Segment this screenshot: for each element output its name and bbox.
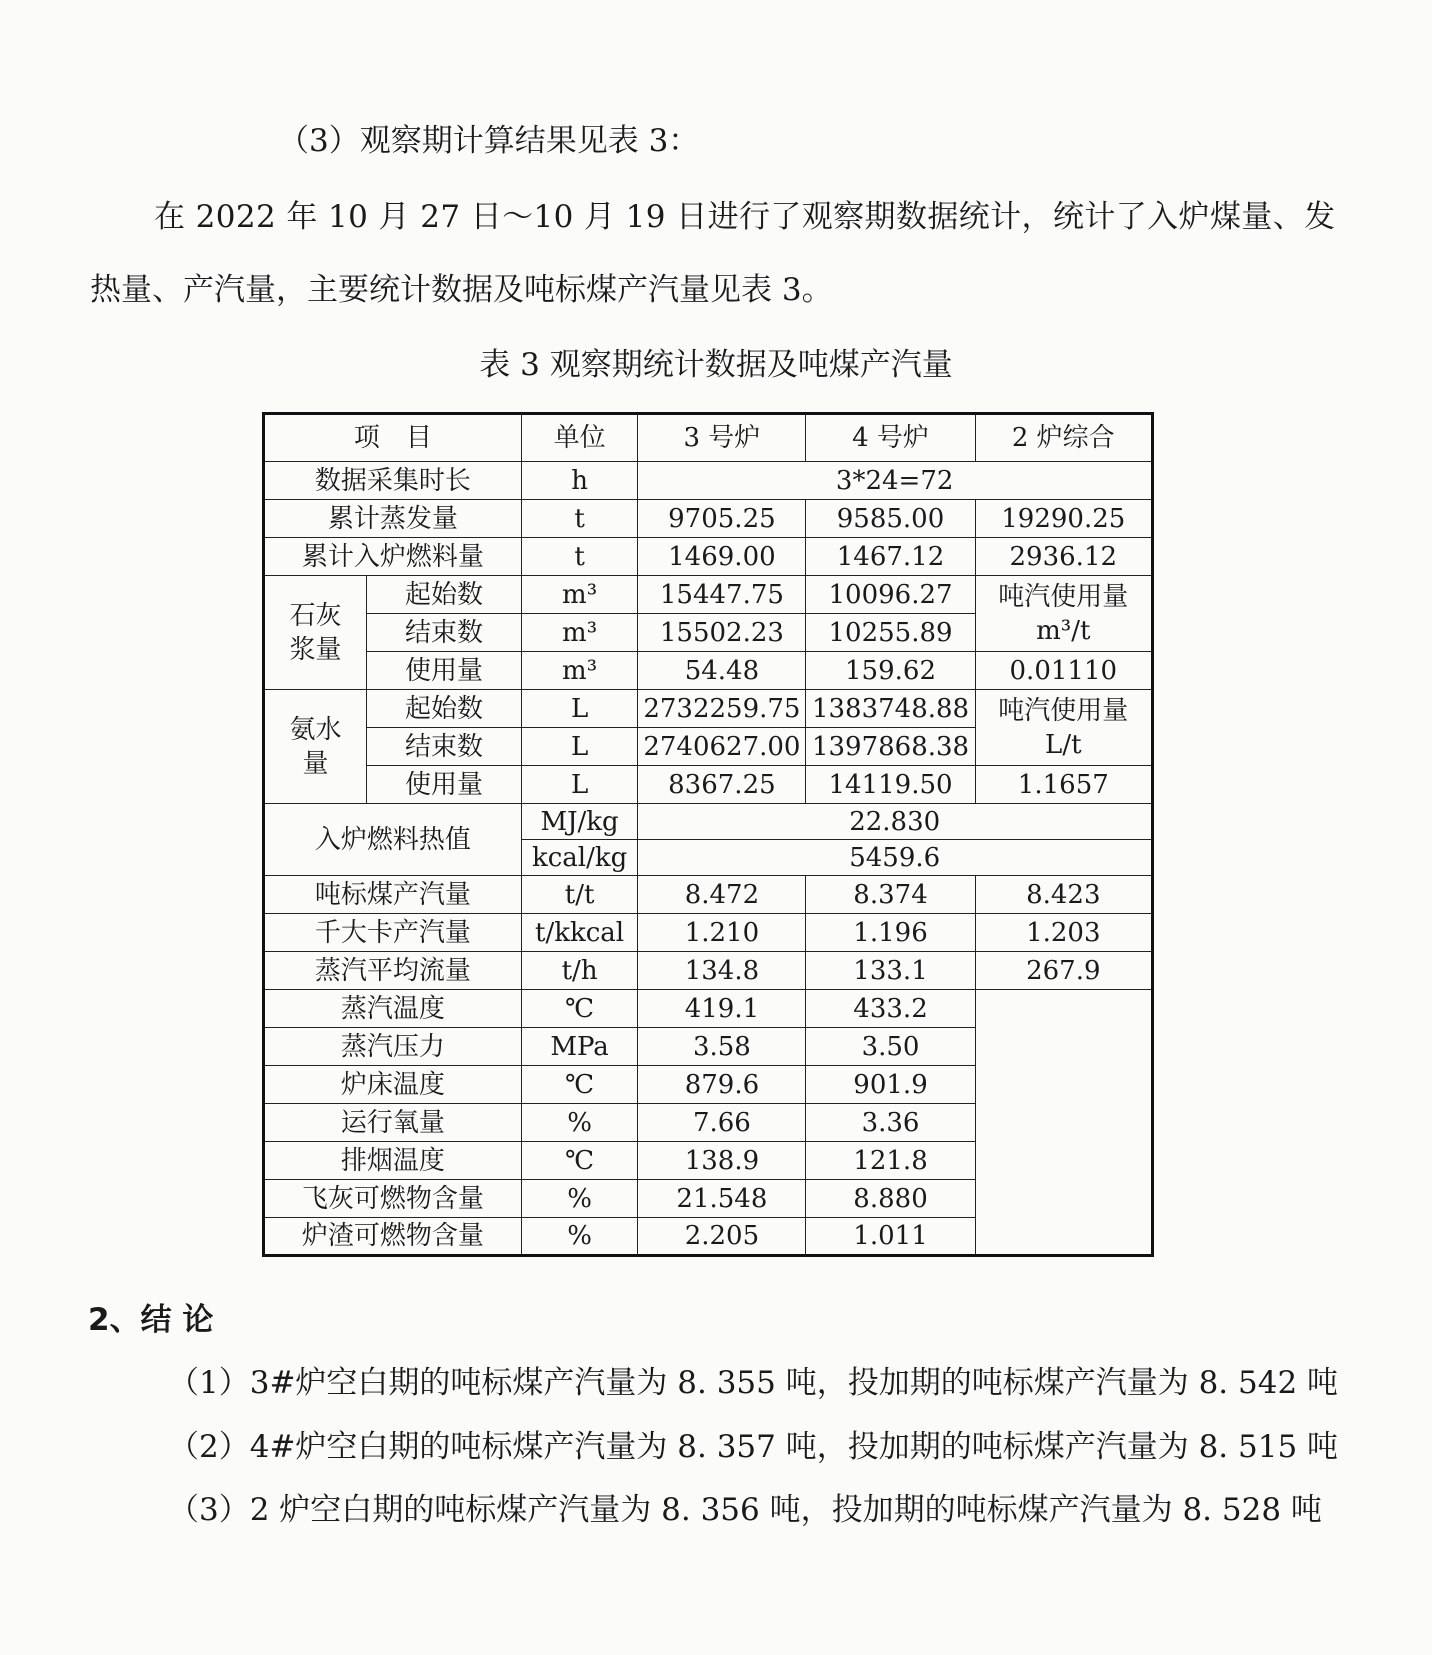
row-label: 炉渣可燃物含量 <box>264 1218 522 1256</box>
table-row <box>264 500 1153 538</box>
table-row <box>264 952 1153 990</box>
row-unit: h <box>521 462 638 500</box>
table-caption: 表 3 观察期统计数据及吨煤产汽量 <box>479 347 953 383</box>
row-label: 累计蒸发量 <box>264 500 522 538</box>
row-label: 蒸汽平均流量 <box>264 952 522 990</box>
row-label: 数据采集时长 <box>264 462 522 500</box>
value-boiler-3: 879.6 <box>638 1066 806 1104</box>
row-label: 排烟温度 <box>264 1142 522 1180</box>
table-header-row <box>264 414 1153 462</box>
intro-paragraph-line-1: 在 2022 年 10 月 27 日～10 月 19 日进行了观察期数据统计，统计了入炉煤量、发 <box>154 199 1336 235</box>
value-boiler-4: 10255.89 <box>806 614 975 652</box>
value-boiler-3: 2732259.75 <box>638 690 806 728</box>
row-unit: m³ <box>521 614 638 652</box>
value-boiler-3: 2740627.00 <box>638 728 806 766</box>
row-value: 3*24=72 <box>638 462 1153 500</box>
value-boiler-3: 134.8 <box>638 952 806 990</box>
value-boiler-3: 21.548 <box>638 1180 806 1218</box>
row-label: 蒸汽温度 <box>264 990 522 1028</box>
table-row <box>264 876 1153 914</box>
value-boiler-4: 1.196 <box>806 914 975 952</box>
value-combined: 8.423 <box>975 876 1152 914</box>
combined-label-text: 吨汽使用量 <box>998 581 1129 612</box>
value-boiler-4: 121.8 <box>806 1142 975 1180</box>
row-unit: MPa <box>521 1028 638 1066</box>
row-label: 吨标煤产汽量 <box>264 876 522 914</box>
statistics-table <box>262 412 1154 1257</box>
value-boiler-4: 1397868.38 <box>806 728 975 766</box>
value-boiler-4: 1467.12 <box>806 538 975 576</box>
conclusion-item-1: （1）3#炉空白期的吨标煤产汽量为 8. 355 吨，投加期的吨标煤产汽量为 8. 542 吨 <box>168 1365 1339 1401</box>
header-unit: 单位 <box>521 414 638 462</box>
value-boiler-4: 8.880 <box>806 1180 975 1218</box>
row-unit: ℃ <box>521 990 638 1028</box>
value-boiler-4: 159.62 <box>806 652 975 690</box>
value-boiler-4: 14119.50 <box>806 766 975 804</box>
table-row <box>264 462 1153 500</box>
row-label: 运行氧量 <box>264 1104 522 1142</box>
row-value: 22.830 <box>638 804 1153 840</box>
table-row <box>264 538 1153 576</box>
row-label: 入炉燃料热值 <box>264 804 522 876</box>
row-unit: % <box>521 1104 638 1142</box>
row-unit: L <box>521 766 638 804</box>
value-boiler-4: 3.36 <box>806 1104 975 1142</box>
value-boiler-3: 7.66 <box>638 1104 806 1142</box>
row-label: 蒸汽压力 <box>264 1028 522 1066</box>
table-row <box>264 652 1153 690</box>
row-label: 结束数 <box>367 728 522 766</box>
header-item: 项 目 <box>264 414 522 462</box>
row-unit: m³ <box>521 652 638 690</box>
value-boiler-4: 9585.00 <box>806 500 975 538</box>
intro-paragraph-line-2: 热量、产汽量，主要统计数据及吨标煤产汽量见表 3。 <box>90 272 833 308</box>
table-row <box>264 766 1153 804</box>
section-heading: （3）观察期计算结果见表 3： <box>278 123 700 159</box>
value-boiler-3: 8.472 <box>638 876 806 914</box>
value-boiler-4: 901.9 <box>806 1066 975 1104</box>
row-unit: m³ <box>521 576 638 614</box>
value-boiler-4: 133.1 <box>806 952 975 990</box>
row-label: 使用量 <box>367 652 522 690</box>
table-row <box>264 576 1153 614</box>
value-boiler-3: 1469.00 <box>638 538 806 576</box>
combined-label-lime <box>975 576 1152 652</box>
row-unit: t <box>521 500 638 538</box>
combined-label-text: 吨汽使用量 <box>998 695 1129 726</box>
value-boiler-3: 2.205 <box>638 1218 806 1256</box>
combined-label-ammonia <box>975 690 1152 766</box>
value-boiler-4: 433.2 <box>806 990 975 1028</box>
value-boiler-3: 8367.25 <box>638 766 806 804</box>
value-boiler-3: 419.1 <box>638 990 806 1028</box>
row-unit: % <box>521 1180 638 1218</box>
row-unit: t/h <box>521 952 638 990</box>
row-label: 起始数 <box>367 576 522 614</box>
row-unit: ℃ <box>521 1066 638 1104</box>
table-row <box>264 914 1153 952</box>
row-unit: t/kkcal <box>521 914 638 952</box>
row-label: 飞灰可燃物含量 <box>264 1180 522 1218</box>
table-row <box>264 990 1153 1028</box>
combined-unit-text: m³/t <box>1036 615 1091 646</box>
row-unit: L <box>521 728 638 766</box>
value-boiler-3: 54.48 <box>638 652 806 690</box>
row-unit: % <box>521 1218 638 1256</box>
table-row <box>264 804 1153 840</box>
row-unit: kcal/kg <box>521 840 638 876</box>
row-unit: L <box>521 690 638 728</box>
group-label-lime: 石灰浆量 <box>264 576 367 690</box>
header-boiler-4: 4 号炉 <box>806 414 975 462</box>
value-boiler-4: 1.011 <box>806 1218 975 1256</box>
group-label-ammonia: 氨水量 <box>264 690 367 804</box>
conclusion-item-2: （2）4#炉空白期的吨标煤产汽量为 8. 357 吨，投加期的吨标煤产汽量为 8. 515 吨 <box>168 1429 1339 1465</box>
row-label: 使用量 <box>367 766 522 804</box>
row-label: 千大卡产汽量 <box>264 914 522 952</box>
row-label: 累计入炉燃料量 <box>264 538 522 576</box>
row-unit: ℃ <box>521 1142 638 1180</box>
header-boiler-3: 3 号炉 <box>638 414 806 462</box>
value-combined: 1.203 <box>975 914 1152 952</box>
row-label: 起始数 <box>367 690 522 728</box>
value-boiler-3: 15447.75 <box>638 576 806 614</box>
value-boiler-3: 3.58 <box>638 1028 806 1066</box>
table-row <box>264 690 1153 728</box>
row-label: 炉床温度 <box>264 1066 522 1104</box>
value-combined: 267.9 <box>975 952 1152 990</box>
row-unit: MJ/kg <box>521 804 638 840</box>
row-unit: t/t <box>521 876 638 914</box>
value-combined: 2936.12 <box>975 538 1152 576</box>
value-boiler-3: 138.9 <box>638 1142 806 1180</box>
value-boiler-3: 1.210 <box>638 914 806 952</box>
row-unit: t <box>521 538 638 576</box>
conclusion-item-3: （3）2 炉空白期的吨标煤产汽量为 8. 356 吨，投加期的吨标煤产汽量为 8. 528 吨 <box>168 1492 1322 1528</box>
value-boiler-4: 3.50 <box>806 1028 975 1066</box>
combined-unit-text: L/t <box>1045 729 1082 760</box>
value-combined: 1.1657 <box>975 766 1152 804</box>
value-boiler-4: 8.374 <box>806 876 975 914</box>
header-combined: 2 炉综合 <box>975 414 1152 462</box>
row-label: 结束数 <box>367 614 522 652</box>
value-boiler-3: 9705.25 <box>638 500 806 538</box>
conclusion-heading: 2、结 论 <box>88 1302 214 1338</box>
value-combined: 19290.25 <box>975 500 1152 538</box>
row-value: 5459.6 <box>638 840 1153 876</box>
value-boiler-3: 15502.23 <box>638 614 806 652</box>
empty-combined-cell <box>975 990 1152 1256</box>
value-combined: 0.01110 <box>975 652 1152 690</box>
value-boiler-4: 1383748.88 <box>806 690 975 728</box>
value-boiler-4: 10096.27 <box>806 576 975 614</box>
